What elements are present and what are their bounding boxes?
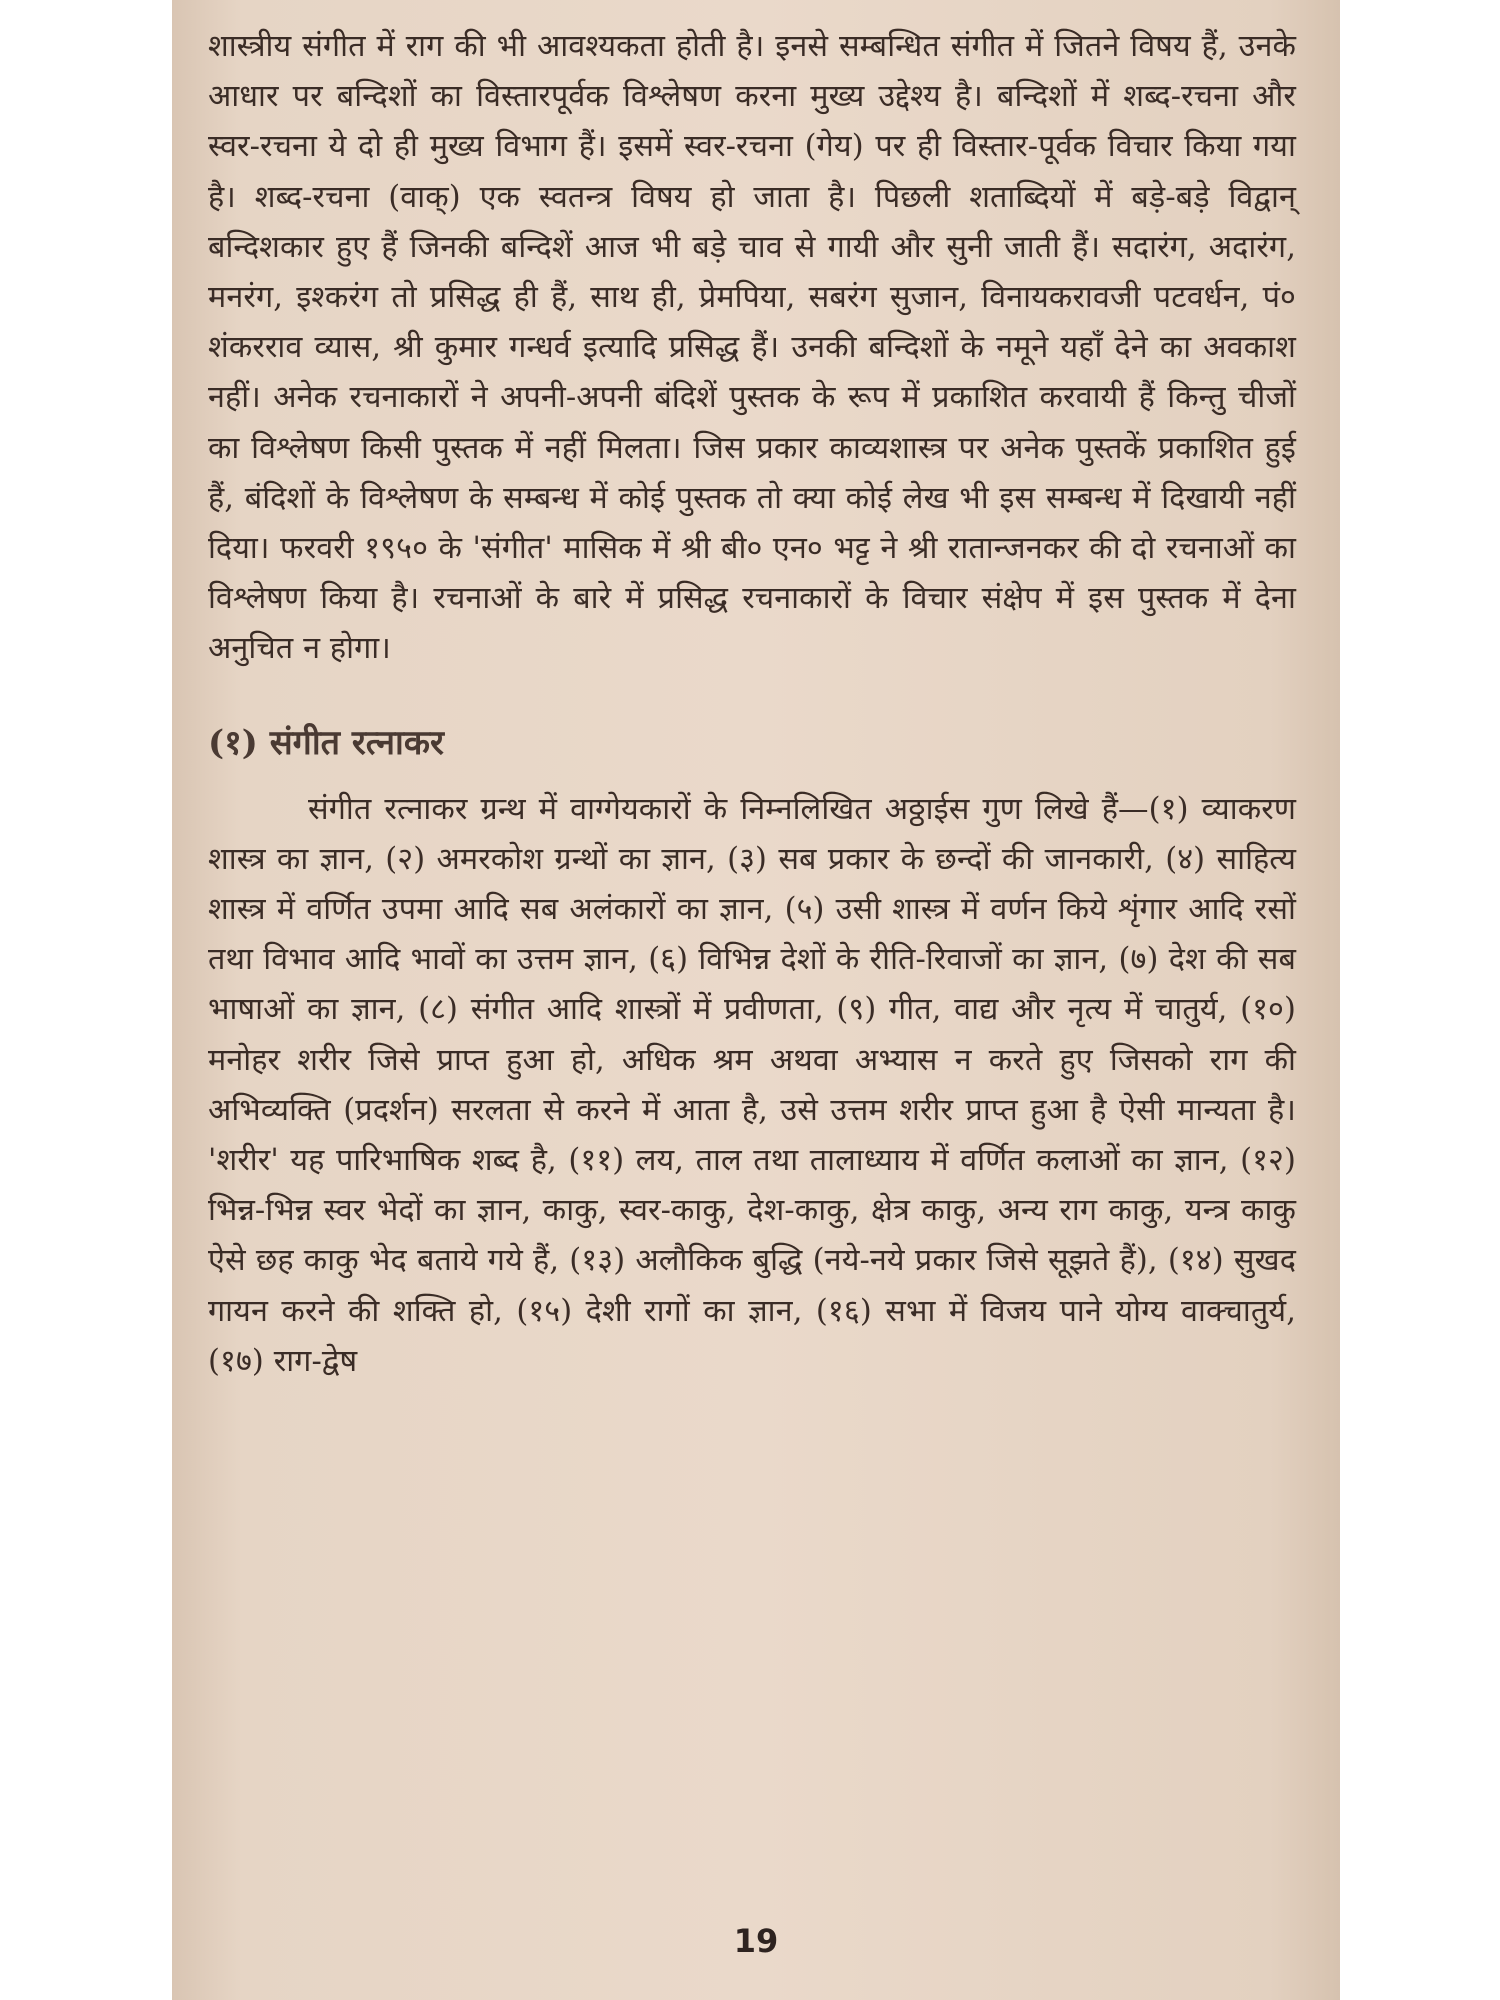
section-paragraph: संगीत रत्नाकर ग्रन्थ में वाग्गेयकारों के निम्नलिखित अठ्ठाईस गुण लिखे हैं—(१) व्याकरण शास्त्र का ज्ञान, (२) अमरकोश ग्रन्थों का ज्ञान, (३) सब प्रकार के छन्दों की जानकारी, (४) साहित्य शास्त्र में वर्णित उपमा आदि सब अलंकारों का ज्ञान, (५) उसी शास्त्र में वर्णन किये शृंगार आदि रसों तथा विभाव आदि भावों का उत्तम ज्ञान, (६) विभिन्न देशों के रीति-रिवाजों का ज्ञान, (७) देश की सब भाषाओं का ज्ञान, (८) संगीत आदि शास्त्रों में प्रवीणता, (९) गीत, वाद्य और नृत्य में चातुर्य, (१०) मनोहर शरीर जिसे प्राप्त हुआ हो, अधिक श्रम अथवा अभ्यास न करते हुए जिसको राग की अभिव्यक्ति (प्रदर्शन) सरलता से करने में आता है, उसे उत्तम शरीर प्राप्त हुआ है ऐसी मान्यता है। 'शरीर' यह पारिभाषिक शब्द है, (११) लय, ताल तथा तालाध्याय में वर्णित कलाओं का ज्ञान, (१२) भिन्न-भिन्न स्वर भेदों का ज्ञान, काकु, स्वर-काकु, देश-काकु, क्षेत्र काकु, अन्य राग काकु, यन्त्र काकु ऐसे छह काकु भेद बताये गये हैं, (१३) अलौकिक बुद्धि (नये-नये प्रकार जिसे सूझते हैं), (१४) सुखद गायन करने की शक्ति हो, (१५) देशी रागों का ज्ञान, (१६) सभा में विजय पाने योग्य वाक्चातुर्य, (१७) राग-द्वेष — [208, 791, 1296, 1379]
intro-paragraph: शास्त्रीय संगीत में राग की भी आवश्यकता होती है। इनसे सम्बन्धित संगीत में जितने विषय हैं, उनके आधार पर बन्दिशों का विस्तारपूर्वक विश्लेषण करना मुख्य उद्देश्य है। बन्दिशों में शब्द-रचना और स्वर-रचना ये दो ही मुख्य विभाग हैं। इसमें स्वर-रचना (गेय) पर ही विस्तार-पूर्वक विचार किया गया है। शब्द-रचना (वाक्) एक स्वतन्त्र विषय हो जाता है। पिछली शताब्दियों में बड़े-बड़े विद्वान् बन्दिशकार हुए हैं जिनकी बन्दिशें आज भी बड़े चाव से गायी और सुनी जाती हैं। सदारंग, अदारंग, मनरंग, इश्करंग तो प्रसिद्ध ही हैं, साथ ही, प्रेमपिया, सबरंग सुजान, विनायकरावजी पटवर्धन, पं० शंकरराव व्यास, श्री कुमार गन्धर्व इत्यादि प्रसिद्ध हैं। उनकी बन्दिशों के नमूने यहाँ देने का अवकाश नहीं। अनेक रचनाकारों ने अपनी-अपनी बंदिशें पुस्तक के रूप में प्रकाशित करवायी हैं किन्तु चीजों का विश्लेषण किसी पुस्तक में नहीं मिलता। जिस प्रकार काव्यशास्त्र पर अनेक पुस्तकें प्रकाशित हुई हैं, बंदिशों के विश्लेषण के सम्बन्ध में कोई पुस्तक तो क्या कोई लेख भी इस सम्बन्ध में दिखायी नहीं दिया। फरवरी १९५० के 'संगीत' मासिक में श्री बी० एन० भट्ट ने श्री रातान्जनकर की दो रचनाओं का विश्लेषण किया है। रचनाओं के बारे में प्रसिद्ध रचनाकारों के विचार संक्षेप में इस पुस्तक में देना अनुचित न होगा। — [208, 29, 1296, 667]
section-heading: (१) संगीत रत्नाकर — [208, 722, 444, 763]
book-page — [172, 0, 1340, 2000]
page-number: 19 — [733, 1922, 779, 1960]
